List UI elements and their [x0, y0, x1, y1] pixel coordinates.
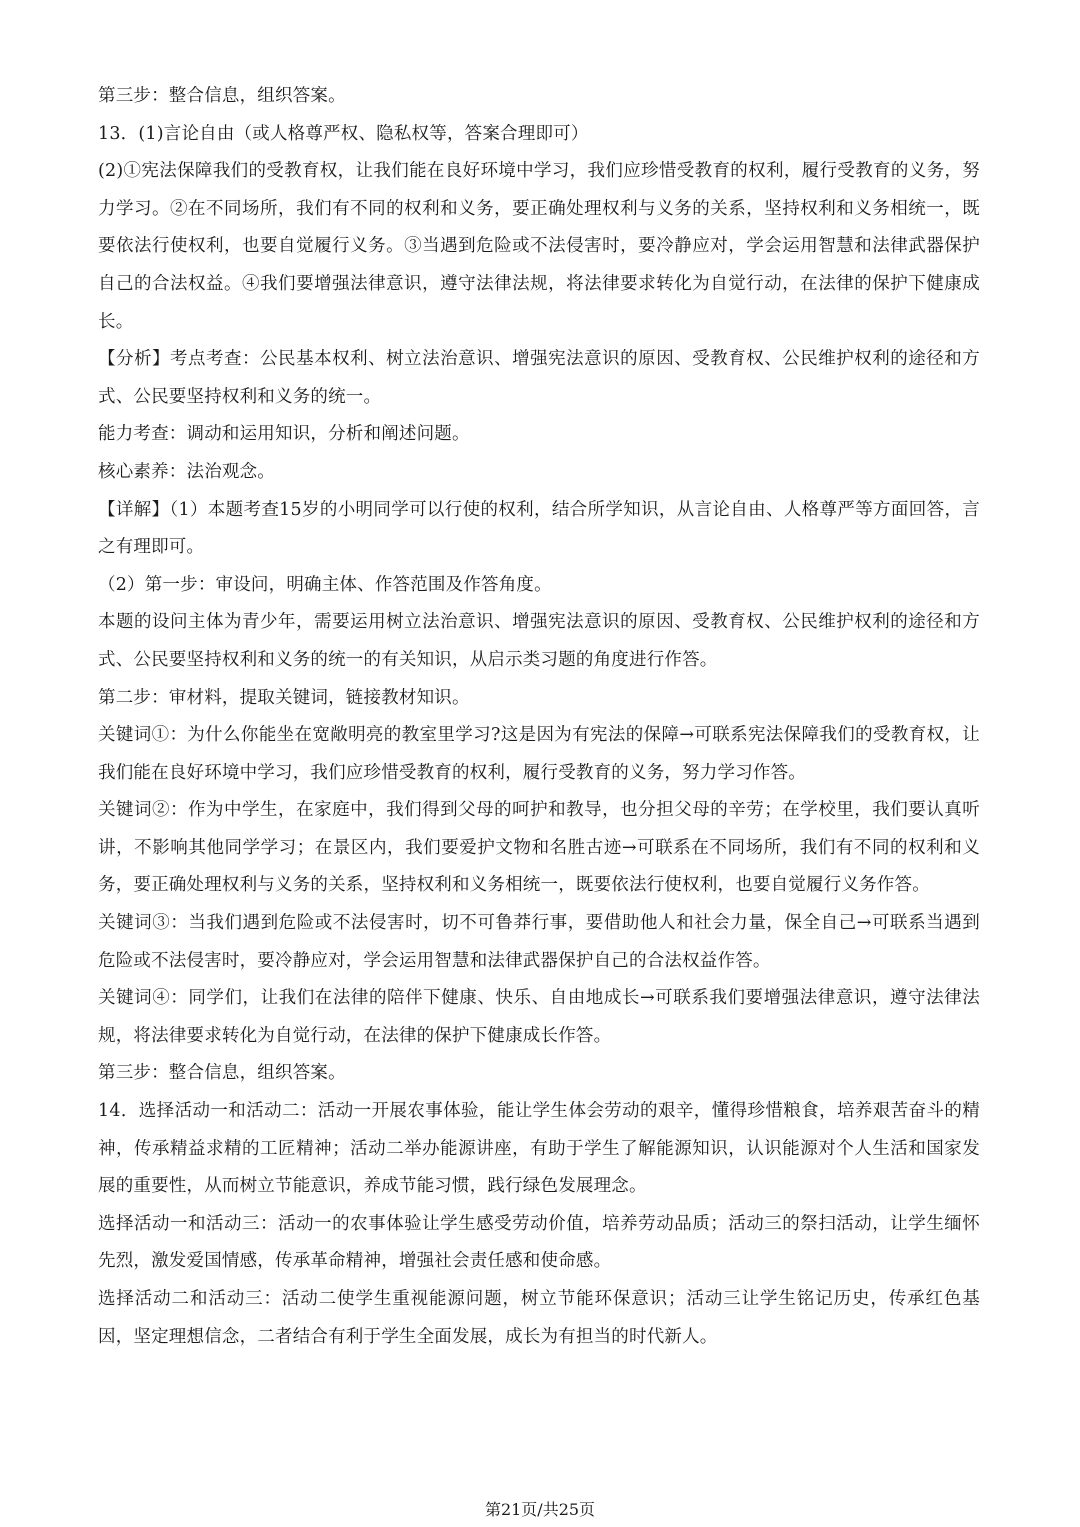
document-body: [98, 78, 980, 1356]
paragraph-q13-part1: 13．(1)言论自由（或人格尊严权、隐私权等，答案合理即可）: [98, 123, 589, 144]
paragraph-step2: 第二步：审材料，提取关键词，链接教材知识。: [98, 687, 470, 708]
page-number: 第21页/共25页: [484, 1500, 596, 1519]
paragraph-step3: 第三步：整合信息，组织答案。: [98, 1063, 346, 1084]
paragraph-keyword-1: 关键词①：为什么你能坐在宽敞明亮的教室里学习?这是因为有宪法的保障→可联系宪法保障我们的受教育权，让我们能在良好环境中学习，我们应珍惜受教育的权利，履行受教育的义务，努力学习作答。: [98, 725, 980, 783]
paragraph-q14-option-1-3: 选择活动一和活动三：活动一的农事体验让学生感受劳动价值，培养劳动品质；活动三的祭扫活动，让学生缅怀先烈，激发爱国情感，传承革命精神，增强社会责任感和使命感。: [98, 1213, 980, 1272]
paragraph-step1: （2）第一步：审设问，明确主体、作答范围及作答角度。: [98, 574, 552, 595]
paragraph-keyword-2: 关键词②：作为中学生，在家庭中，我们得到父母的呵护和教导，也分担父母的辛劳；在学校里，我们要认真听讲，不影响其他同学学习；在景区内，我们要爱护文物和名胜古迹→可联系在不同场所，我们有不同的权利和义务，要正确处理权利与义务的关系，坚持权利和义务相统一，既要依法行使权利，也要自觉履行义务作答。: [98, 800, 980, 896]
paragraph-analysis: 【分析】考点考查：公民基本权利、树立法治意识、增强宪法意识的原因、受教育权、公民维护权利的途径和方式、公民要坚持权利和义务的统一。: [98, 349, 980, 407]
paragraph-detail: 【详解】（1）本题考查15岁的小明同学可以行使的权利，结合所学知识，从言论自由、人格尊严等方面回答，言之有理即可。: [98, 499, 980, 558]
paragraph-literacy: 核心素养：法治观念。: [98, 461, 275, 482]
paragraph-q13-part2: (2)①宪法保障我们的受教育权，让我们能在良好环境中学习，我们应珍惜受教育的权利，履行受教育的义务，努力学习。②在不同场所，我们有不同的权利和义务，要正确处理权利与义务的关系，坚持权利和义务相统一，既要依法行使权利，也要自觉履行义务。③当遇到危险或不法侵害时，要冷静应对，学会运用智慧和法律武器保护自己的合法权益。④我们要增强法律意识，遵守法律法规，将法律要求转化为自觉行动，在法律的保护下健康成长。: [98, 161, 980, 332]
paragraph-keyword-4: 关键词④：同学们，让我们在法律的陪伴下健康、快乐、自由地成长→可联系我们要增强法律意识，遵守法律法规，将法律要求转化为自觉行动，在法律的保护下健康成长作答。: [98, 988, 980, 1046]
paragraph-q14-option-2-3: 选择活动二和活动三：活动二使学生重视能源问题，树立节能环保意识；活动三让学生铭记历史，传承红色基因，坚定理想信念，二者结合有利于学生全面发展，成长为有担当的时代新人。: [98, 1289, 980, 1347]
paragraph-q14-option-1-2: 14．选择活动一和活动二：活动一开展农事体验，能让学生体会劳动的艰辛，懂得珍惜粮食，培养艰苦奋斗的精神，传承精益求精的工匠精神；活动二举办能源讲座，有助于学生了解能源知识，认识能源对个人生活和国家发展的重要性，从而树立节能意识，养成节能习惯，践行绿色发展理念。: [98, 1101, 980, 1197]
paragraph-keyword-3: 关键词③：当我们遇到危险或不法侵害时，切不可鲁莽行事，要借助他人和社会力量，保全自己→可联系当遇到危险或不法侵害时，要冷静应对，学会运用智慧和法律武器保护自己的合法权益作答。: [98, 913, 980, 971]
paragraph-subject: 本题的设问主体为青少年，需要运用树立法治意识、增强宪法意识的原因、受教育权、公民维护权利的途径和方式、公民要坚持权利和义务的统一的有关知识，从启示类习题的角度进行作答。: [98, 612, 980, 670]
paragraph-ability: 能力考查：调动和运用知识，分析和阐述问题。: [98, 424, 470, 445]
paragraph-step3-top: 第三步：整合信息，组织答案。: [98, 86, 346, 106]
